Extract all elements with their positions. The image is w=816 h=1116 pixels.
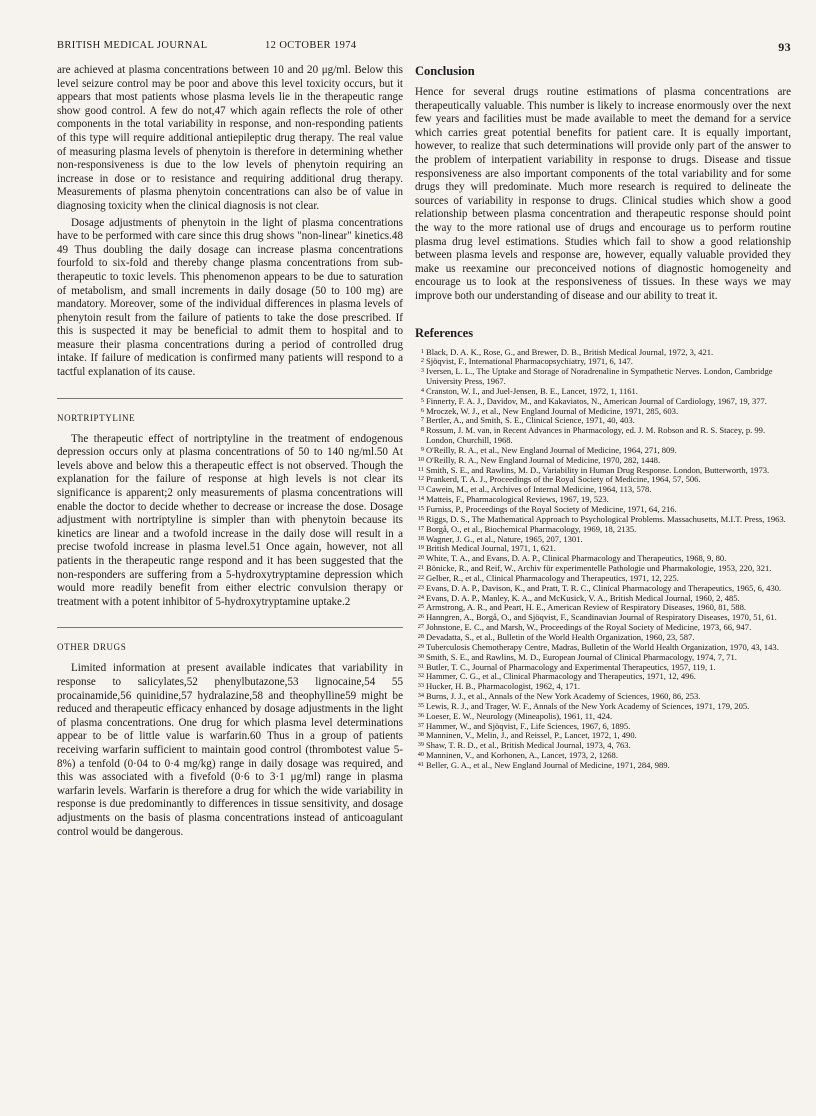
reference-text: Rossum, J. M. van, in Recent Advances in Pharmacology, ed. J. M. Robson and R. S. Stacey, p. 99. London, Churchill, 1968. — [426, 425, 766, 446]
running-header — [57, 40, 791, 58]
reference-text: Tuberculosis Chemotherapy Centre, Madras, Bulletin of the World Health Organization, 1970, 43, 143. — [426, 641, 779, 652]
nortriptyline-paragraph: The therapeutic effect of nortriptyline in the treatment of endogenous depression occurs only at plasma concentrations of 50 to 140 ng/ml.50 At levels above and below this a therapeutic effect is not observed. Though the explanation for the failure of response at high levels is not clear its significance is apparent;2 only measurements of plasma concentrations will enable the doctor to decide whether to decrease or increase the dose. Dosage adjustment with nortriptyline is simpler than with phenytoin because its kinetics are linear and a twofold increase in the daily dose will result in a precise twofold increase in plasma level.51 Once again, however, not all patients in the therapeutic range respond and it has been suggested that the non-responders are suffering from a 5-hydroxytryptamine depression which would more readily benefit from either electric convulsion therapy or treatment with a potent inhibitor of 5-hydroxytryptamine uptake.2 — [57, 432, 403, 608]
reference-number: 11 — [417, 465, 424, 473]
reference-number: 25 — [417, 603, 424, 611]
reference-text: Gelber, R., et al., Clinical Pharmacology and Therapeutics, 1971, 12, 225. — [426, 572, 679, 583]
reference-number: 20 — [417, 554, 424, 562]
reference-number: 3 — [420, 367, 424, 375]
reference-number: 6 — [420, 406, 424, 414]
reference-text: Furniss, P., Proceedings of the Royal Society of Medicine, 1971, 64, 216. — [426, 504, 677, 514]
reference-text: Bertler, A., and Smith, S. E., Clinical Science, 1971, 40, 403. — [426, 415, 635, 426]
reference-number: 40 — [417, 751, 424, 759]
reference-number: 18 — [417, 534, 424, 542]
reference-text: Armstrong, A. R., and Peart, H. E., American Review of Respiratory Diseases, 1960, 81, 588. — [426, 602, 746, 613]
reference-number: 13 — [417, 485, 424, 493]
reference-text: Butler, T. C., Journal of Pharmacology and Experimental Therapeutics, 1957, 119, 1. — [426, 661, 716, 672]
phenytoin-paragraph-continued: are achieved at plasma concentrations between 10 and 20 μg/ml. Below this level seizure control may be poor and above this level toxicity occurs, but it appears that most patients whose plasma levels lie in the therapeutic range show good control. A few do not,47 which again reflects the role of other components in the total variability in response, and non-responding patients of this type will require additional antiepileptic drug therapy. The real value of measuring plasma levels of phenytoin is therefore in determining whether non-responsiveness is due to the low levels of phenytoin requiring an increase in dose or to resistance and requiring additional drug therapy. Measurements of plasma phenytoin concentrations can also be of value in diagnosing toxicity when the clinical diagnosis is not clear. — [57, 64, 403, 212]
reference-text: British Medical Journal, 1971, 1, 621. — [426, 543, 556, 554]
reference-number: 29 — [417, 642, 424, 650]
journal-name: BRITISH MEDICAL JOURNAL — [57, 40, 208, 51]
reference-number: 28 — [417, 632, 424, 640]
reference-text: Borgå, O., et al., Biochemical Pharmacology, 1969, 18, 2135. — [426, 523, 637, 534]
reference-text: Prankerd, T. A. J., Proceedings of the Royal Society of Medicine, 1964, 57, 506. — [426, 474, 701, 485]
reference-number: 17 — [417, 524, 424, 532]
reference-item — [415, 426, 791, 446]
reference-text: Smith, S. E., and Rawlins, M. D., European Journal of Clinical Pharmacology, 1974, 7, 71. — [426, 651, 737, 662]
reference-text: Bönicke, R., and Reif, W., Archiv für experimentelle Pathologie und Pharmakologie, 1953, 220, 321. — [426, 563, 772, 574]
reference-text: Burns, J. J., et al., Annals of the New York Academy of Sciences, 1960, 86, 253. — [426, 691, 701, 702]
reference-number: 1 — [420, 347, 424, 355]
reference-list — [415, 348, 791, 771]
right-column — [415, 64, 791, 771]
reference-text: Riggs, D. S., The Mathematical Approach to Psychological Problems. Massachusetts, M.I.T. Press, 1963. — [426, 513, 786, 524]
section-divider — [57, 627, 403, 628]
reference-text: Hanngren, A., Borgå, O., and Sjöqvist, F., Scandinavian Journal of Respiratory Diseases, 1970, 51, 61. — [426, 612, 777, 623]
reference-number: 14 — [417, 495, 424, 503]
reference-number: 41 — [417, 760, 424, 768]
reference-text: Manninen, V., Melin, J., and Reissel, P., Lancet, 1972, 1, 490. — [426, 730, 637, 741]
page-number: 93 — [778, 40, 791, 54]
reference-text: Beller, G. A., et al., New England Journal of Medicine, 1971, 284, 989. — [426, 759, 670, 770]
reference-number: 31 — [417, 662, 424, 670]
left-column — [57, 64, 403, 842]
reference-text: Black, D. A. K., Rose, G., and Brewer, D. B., British Medical Journal, 1972, 3, 421. — [426, 346, 714, 357]
other-drugs-heading: OTHER DRUGS — [57, 642, 127, 653]
reference-number: 26 — [417, 613, 424, 621]
reference-number: 33 — [417, 682, 424, 690]
section-divider — [57, 398, 403, 399]
reference-number: 35 — [417, 701, 424, 709]
other-drugs-paragraph: Limited information at present available indicates that variability in response to salicylates,52 phenylbutazone,53 lignocaine,54 55 procainamide,56 quinidine,57 hydralazine,58 and theophylline59 might be reduced and therapeutic efficacy enhanced by dosage adjustments in the light of plasma concentrations. One drug for which plasma level determinations appear to be of little value is warfarin.60 Thus in a group of patients receiving warfarin sufficient to maintain good control (thrombotest value 5-8%) a tenfold (0·04 to 0·4 mg/kg) range in daily dosage was required, and this was associated with a fivefold (0·6 to 3·1 μg/ml) range in plasma warfarin levels. Warfarin is therefore a drug for which the wide variability in response is due predominantly to differences in tissue sensitivity, and dosage adjustments on the basis of plasma concentrations instead of anticoagulant control would be dangerous. — [57, 662, 403, 838]
phenytoin-dosage-paragraph: Dosage adjustments of phenytoin in the light of plasma concentrations have to be performed with care since this drug shows "non-linear" kinetics.48 49 Thus doubling the daily dosage can increase plasma concentrations fourfold to six-fold and thereby change plasma concentrations from sub-therapeutic to toxic levels. This phenomenon appears to be due to saturation of metabolism, and small increments in daily dosage (50 to 100 mg) are mandatory. Moreover, some of the individual differences in plasma levels of phenytoin result from the failure of patients to take the dose prescribed. If this is suspected it may be beneficial to admit them to hospital and to measure their plasma concentrations during a period of controlled drug intake. If failure of medication is confirmed many patients will respond to a tactful explanation of its cause. — [57, 216, 403, 379]
reference-number: 15 — [417, 505, 424, 512]
reference-text: Cranston, W. I., and Juel-Jensen, B. E., Lancet, 1972, 1, 1161. — [426, 385, 638, 396]
reference-text: Hucker, H. B., Pharmacologist, 1962, 4, 171. — [426, 681, 580, 692]
reference-text: Matteis, F., Pharmacological Reviews, 1967, 19, 523. — [426, 494, 609, 505]
issue-date: 12 OCTOBER 1974 — [265, 40, 357, 51]
reference-text: Manninen, V., and Korhonen, A., Lancet, 1973, 2, 1268. — [426, 750, 618, 761]
reference-text: Cawein, M., et al., Archives of Internal Medicine, 1964, 113, 578. — [426, 484, 652, 495]
reference-text: O'Reilly, R. A., New England Journal of Medicine, 1970, 282, 1448. — [426, 454, 661, 465]
reference-number: 8 — [420, 426, 424, 434]
reference-text: Smith, S. E., and Rawlins, M. D., Variability in Human Drug Response. London, Butterworth, 1973. — [426, 464, 770, 475]
reference-number: 30 — [417, 652, 424, 660]
reference-text: Mroczek, W. J., et al., New England Journal of Medicine, 1971, 285, 603. — [426, 405, 679, 416]
reference-number: 12 — [417, 475, 424, 483]
reference-text: Wagner, J. G., et al., Nature, 1965, 207, 1301. — [426, 533, 583, 544]
reference-text: Loeser, E. W., Neurology (Mineapolis), 1961, 11, 424. — [426, 710, 613, 721]
reference-number: 21 — [417, 564, 424, 572]
reference-number: 19 — [417, 544, 424, 552]
reference-number: 37 — [417, 721, 424, 729]
reference-number: 7 — [420, 416, 424, 424]
reference-text: Lewis, R. J., and Trager, W. F., Annals of the New York Academy of Sciences, 1971, 179, 205. — [426, 700, 750, 711]
reference-text: Iversen, L. L., The Uptake and Storage of Noradrenaline in Sympathetic Nerves. London, Cambridge University Press, 1967. — [426, 366, 773, 387]
reference-text: Devadatta, S., et al., Bulletin of the World Health Organization, 1960, 23, 587. — [426, 631, 695, 642]
reference-number: 27 — [417, 623, 424, 631]
reference-text: Finnerty, F. A. J., Davidov, M., and Kakaviatos, N., American Journal of Cardiology, 1967, 19, 377. — [426, 395, 767, 406]
conclusion-heading: Conclusion — [415, 64, 475, 78]
reference-text: Sjöqvist, F., International Pharmacopsychiatry, 1971, 6, 147. — [426, 356, 633, 367]
reference-number: 34 — [417, 692, 424, 700]
reference-text: Hammer, W., and Sjöqvist, F., Life Sciences, 1967, 6, 1895. — [426, 720, 631, 731]
reference-number: 23 — [417, 583, 424, 591]
reference-text: Evans, D. A. P., Manley, K. A., and McKusick, V. A., British Medical Journal, 1960, 2, 485. — [426, 592, 740, 603]
reference-number: 32 — [417, 672, 424, 680]
reference-item — [415, 761, 791, 771]
reference-text: Evans, D. A. P., Davison, K., and Pratt, T. R. C., Clinical Pharmacology and Therapeutics, 1965, 6, 430. — [426, 582, 782, 593]
reference-text: Shaw, T. R. D., et al., British Medical Journal, 1973, 4, 763. — [426, 740, 631, 751]
references-heading: References — [415, 325, 474, 340]
reference-text: Johnstone, E. C., and Marsh, W., Proceedings of the Royal Society of Medicine, 1973, 66, 947. — [426, 622, 752, 633]
reference-number: 9 — [420, 445, 424, 453]
reference-number: 4 — [420, 386, 424, 394]
conclusion-paragraph: Hence for several drugs routine estimations of plasma concentrations are therapeutically valuable. This number is likely to increase enormously over the next few years and facilities must be made available to meet the demand for a service which carries great potential benefits for patient care. It is equally important, however, to realize that such determinations will provide only part of the answer to the problem of interpatient variability in response to drugs. Disease and tissue responsiveness are also important components of the total variability and for some drugs they will predominate. Much more research is required to delineate the sources of variability in response to drugs. Clinical studies which show a good relationship between plasma concentration and therapeutic response should point the way to the more rational use of drugs and encourage us to perform routine plasma drug level estimations. Studies which fail to show a good relationship between plasma levels and response are, however, equally valuable provided they make us reexamine our preconceived notions of diagnostic homogeneity and encourage us to look at the responsiveness of tissues. In these ways we may improve both our understanding of disease and our ability to treat it. — [415, 86, 791, 302]
reference-text: White, T. A., and Evans, D. A. P., Clinical Pharmacology and Therapeutics, 1968, 9, 80. — [426, 553, 727, 564]
reference-number: 22 — [417, 573, 424, 581]
reference-text: Hammer, C. G., et al., Clinical Pharmacology and Therapeutics, 1971, 12, 496. — [426, 671, 696, 682]
reference-number: 2 — [420, 357, 424, 365]
reference-text: O'Reilly, R. A., et al., New England Journal of Medicine, 1964, 271, 809. — [426, 444, 677, 455]
reference-number: 39 — [417, 741, 424, 749]
nortriptyline-heading: NORTRIPTYLINE — [57, 412, 136, 423]
reference-item — [415, 367, 791, 387]
reference-number: 16 — [417, 514, 424, 522]
reference-number: 10 — [417, 455, 424, 463]
reference-number: 5 — [420, 396, 424, 404]
reference-number: 24 — [417, 593, 424, 601]
reference-number: 38 — [417, 731, 424, 739]
reference-number: 36 — [417, 711, 424, 719]
